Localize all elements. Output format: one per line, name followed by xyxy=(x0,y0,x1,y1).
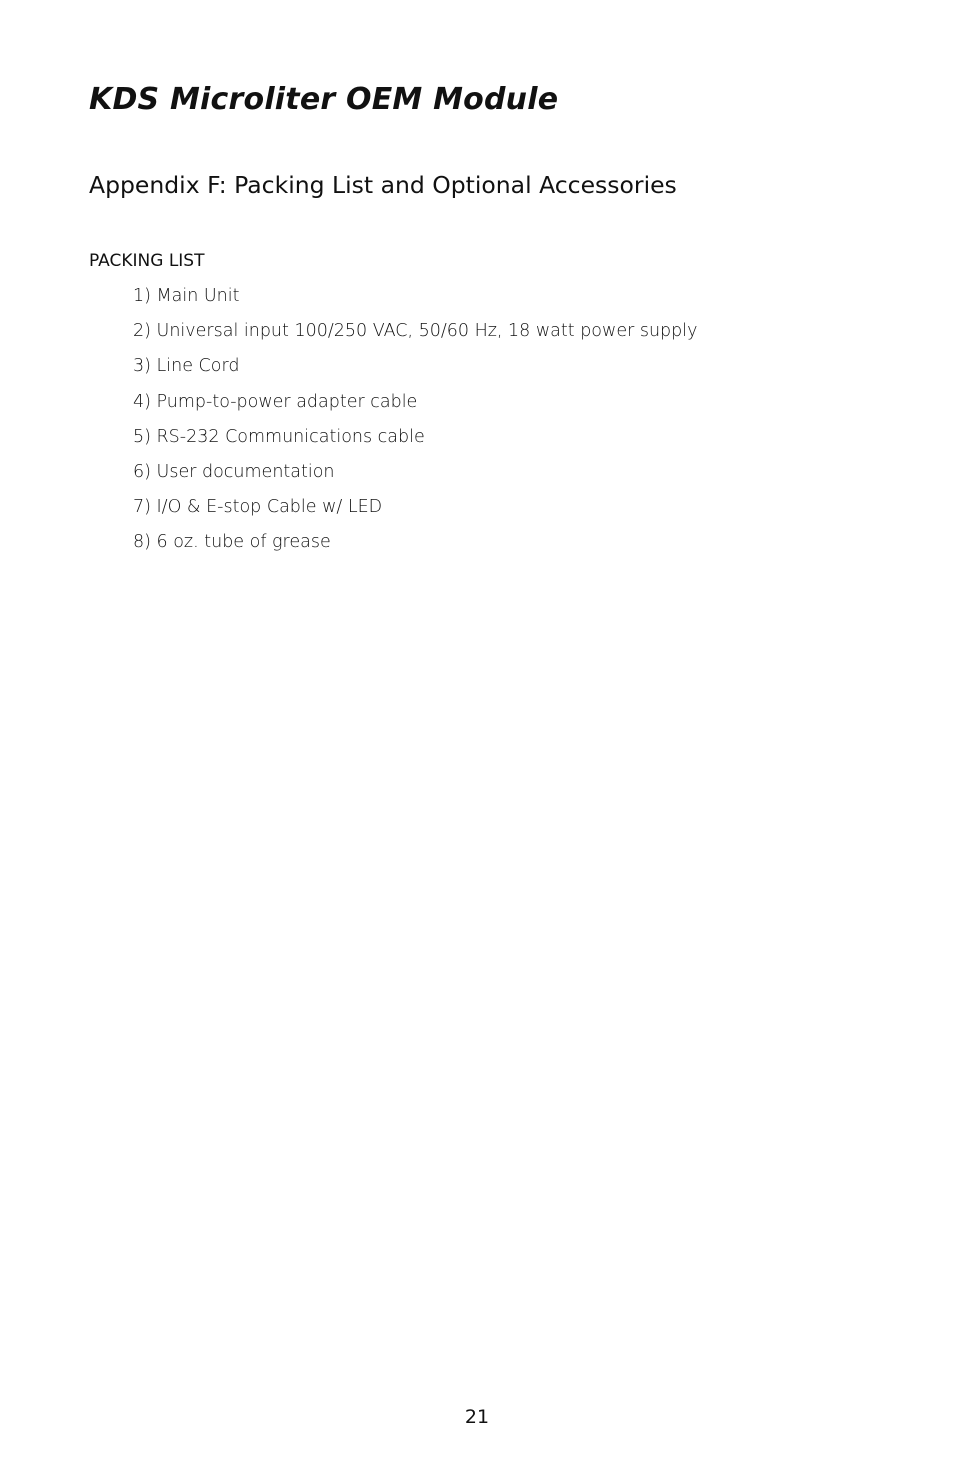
packing-list-item: 3) Line Cord xyxy=(133,356,240,377)
packing-list-item: 4) Pump-to-power adapter cable xyxy=(133,391,418,412)
packing-list-item: 1) Main Unit xyxy=(133,286,240,306)
packing-list-item: 7) I/O & E-stop Cable w/ LED xyxy=(133,497,383,518)
document-title: KDS Microliter OEM Module xyxy=(89,82,559,117)
page-number: 21 xyxy=(464,1406,490,1428)
packing-list xyxy=(133,284,698,566)
packing-list-heading: PACKING LIST xyxy=(89,251,205,271)
packing-list-item: 5) RS-232 Communications cable xyxy=(133,426,425,447)
packing-list-item: 6) User documentation xyxy=(133,461,335,482)
packing-list-item: 2) Universal input 100/250 VAC, 50/60 Hz, 18 watt power supply xyxy=(133,321,698,342)
appendix-heading: Appendix F: Packing List and Optional Accessories xyxy=(89,171,677,199)
packing-list-item: 8) 6 oz. tube of grease xyxy=(133,532,331,553)
